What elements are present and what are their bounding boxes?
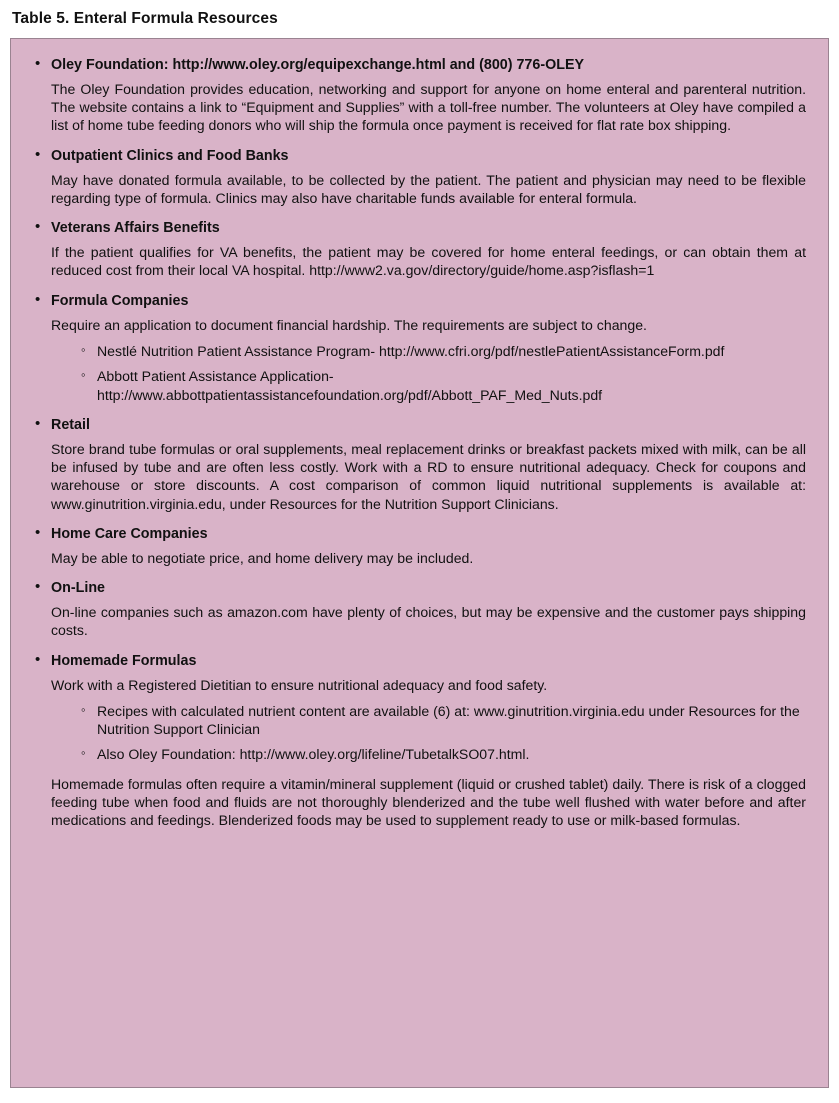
table-caption: Table 5. Enteral Formula Resources [12, 10, 278, 27]
enteral-formula-resources-table [10, 38, 829, 1088]
list-item [33, 653, 806, 764]
list-item [33, 220, 806, 279]
resource-title: • Formula Companies [51, 292, 189, 309]
resource-description: Store brand tube formulas or oral supplements, meal replacement drinks or breakfast packets mixed with milk, can be all be infused by tube and are often less costly. Work with a RD to ensure nutritional adequacy. Check for coupons and warehouse or store discounts. A cost comparison of common liquid nutritional supplements is available at: www.ginutrition.virginia.edu, under Resources for the Nutrition Support Clinicians. [51, 440, 806, 512]
resource-title: • Retail [51, 416, 90, 433]
resource-title: • Outpatient Clinics and Food Banks [51, 147, 289, 164]
resource-title: • Home Care Companies [51, 525, 208, 542]
list-item [33, 293, 806, 404]
sublist-item: ◦ Abbott Patient Assistance Application-http://www.abbottpatientassistancefoundation.org/pdf/Abbott_PAF_Med_Nuts.pdf [81, 367, 806, 404]
list-item [33, 148, 806, 207]
list-item [33, 57, 806, 135]
resource-description: Work with a Registered Dietitian to ensure nutritional adequacy and food safety. [51, 676, 548, 693]
resource-description: Require an application to document financial hardship. The requirements are subject to change. [51, 316, 647, 333]
sublist-item: ◦ Recipes with calculated nutrient content are available (6) at: www.ginutrition.virginia.edu under Resources for the Nutrition Support Clinician [81, 702, 806, 739]
resource-sublist [51, 342, 806, 404]
list-item [33, 580, 806, 639]
list-item [33, 526, 806, 567]
resource-list [33, 57, 806, 764]
resource-description: If the patient qualifies for VA benefits, the patient may be covered for home enteral feedings, or can obtain them at reduced cost from their local VA hospital. http://www2.va.gov/directory/guide/home.asp?isflash=1 [51, 244, 806, 279]
homemade-formula-note: Homemade formulas often require a vitamin/mineral supplement (liquid or crushed tablet) daily. There is risk of a clogged feeding tube when food and fluids are not thoroughly blenderized and the tube well flushed with water before and after medications and feedings. Blenderized foods may be used to supplement ready to use or milk-based formulas. [51, 775, 806, 829]
resource-title: • Oley Foundation: http://www.oley.org/equipexchange.html and (800) 776-OLEY [51, 57, 585, 73]
sublist-item: ◦ Nestlé Nutrition Patient Assistance Program- http://www.cfri.org/pdf/nestlePatientAssistanceForm.pdf [81, 342, 806, 360]
resource-title: • Homemade Formulas [51, 652, 197, 669]
list-item [33, 417, 806, 513]
resource-sublist [51, 702, 806, 764]
resource-description: On-line companies such as amazon.com have plenty of choices, but may be expensive and the customer pays shipping costs. [51, 604, 806, 639]
sublist-item: ◦ Also Oley Foundation: http://www.oley.org/lifeline/TubetalkSO07.html. [81, 745, 806, 763]
resource-title: • Veterans Affairs Benefits [51, 220, 220, 237]
resource-description: May be able to negotiate price, and home delivery may be included. [51, 549, 474, 566]
resource-description: May have donated formula available, to be collected by the patient. The patient and physician may need to be flexible regarding type of formula. Clinics may also have charitable funds available for enteral formula. [51, 171, 806, 206]
resource-title: • On-Line [51, 580, 106, 597]
resource-description: The Oley Foundation provides education, networking and support for anyone on home enteral and parenteral nutrition. The website contains a link to “Equipment and Supplies” with a toll-free number. The volunteers at Oley have compiled a list of home tube feeding donors who will ship the formula once payment is received for flat rate box shipping. [51, 80, 806, 134]
